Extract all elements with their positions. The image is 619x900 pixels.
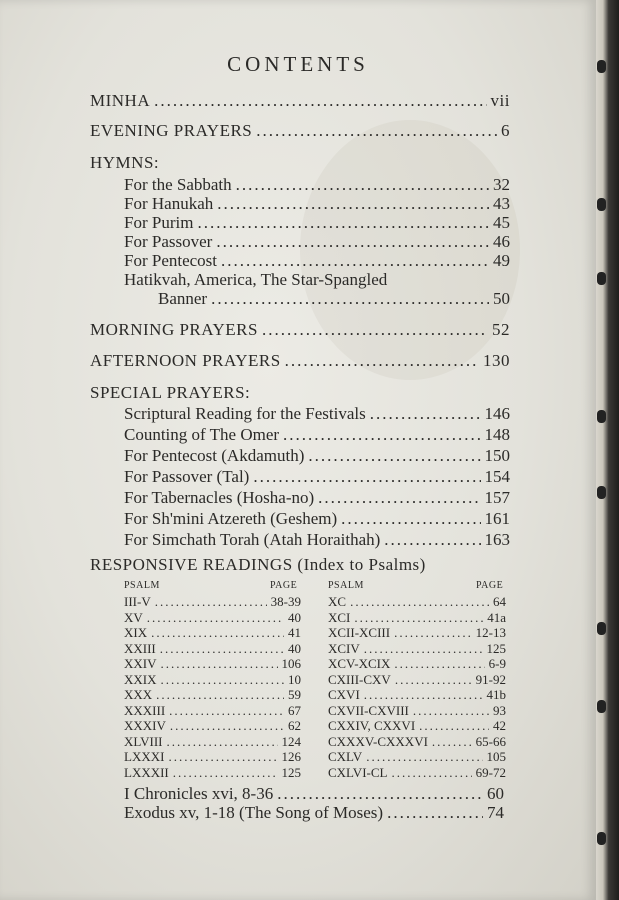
- right-column-psalm-header: PSALM: [328, 580, 364, 591]
- binding-stitch: [597, 410, 606, 423]
- psalm-row: [124, 749, 301, 765]
- psalm-row: [328, 625, 506, 641]
- psalm-page: 125: [486, 640, 506, 656]
- psalm-number: CXVII-CXVIII: [328, 702, 409, 718]
- psalm-page: 69-72: [475, 764, 506, 780]
- hymn-entry: For Passover ..... 46: [124, 232, 510, 252]
- psalm-page: 40: [288, 640, 301, 656]
- binding-stitch: [597, 486, 606, 499]
- hymn-entry: For Purim ..... 45: [124, 213, 510, 233]
- special-entry: For Passover (Tal) ..... 154: [124, 467, 510, 487]
- psalm-number: LXXXI: [124, 749, 165, 764]
- psalm-number: XXXIII: [124, 702, 166, 718]
- psalm-row: [328, 703, 506, 719]
- psalm-row: [328, 749, 506, 765]
- psalm-row: [328, 718, 506, 734]
- psalm-row: [124, 718, 301, 734]
- psalm-page: 106: [281, 656, 301, 671]
- toc-entry: MINHA ..... vii: [90, 91, 510, 111]
- psalm-row: [124, 594, 301, 610]
- psalm-page: 62: [288, 718, 301, 733]
- psalm-page: 41: [288, 625, 301, 640]
- psalm-row: [124, 703, 301, 719]
- psalm-page: 41b: [486, 687, 506, 702]
- right-column-page-header: PAGE: [476, 580, 504, 591]
- special-entry: For Pentecost (Akdamuth) ..... 150: [124, 446, 510, 466]
- psalm-page: 126: [281, 749, 301, 764]
- hymns-heading: HYMNS:: [90, 153, 160, 172]
- psalm-page: 42: [493, 718, 506, 733]
- psalm-page: 38-39: [270, 594, 301, 609]
- psalm-page: 93: [493, 702, 506, 718]
- psalm-row: [124, 672, 301, 688]
- psalm-number: XXIII: [124, 640, 156, 656]
- left-column-psalm-header: PSALM: [124, 580, 160, 591]
- special-entry: For Simchath Torah (Atah Horaithah) ..... 163: [124, 530, 510, 550]
- psalm-row: [328, 641, 506, 657]
- closing-entry: I Chronicles xvi, 8-36 ..... 60: [124, 784, 504, 804]
- psalm-page: 6-9: [488, 656, 506, 671]
- psalm-number: XXX: [124, 687, 153, 702]
- hymn-entry: For Pentecost ..... 49: [124, 251, 510, 271]
- psalm-row: [124, 765, 301, 781]
- psalm-page: 91-92: [475, 671, 506, 687]
- psalm-page: 105: [486, 749, 506, 764]
- special-entry: For Tabernacles (Hosha-no) ..... 157: [124, 488, 510, 508]
- psalm-row: [328, 734, 506, 750]
- psalm-page: 10: [288, 671, 301, 687]
- binding-stitch: [597, 700, 606, 713]
- binding-stitch: [597, 272, 606, 285]
- psalm-number: XXIV: [124, 656, 157, 671]
- psalm-row: [328, 594, 506, 610]
- hymn-entry: For the Sabbath ..... 32: [124, 175, 510, 195]
- toc-entry: MORNING PRAYERS ..... 52: [90, 320, 510, 340]
- psalm-page: 40: [288, 609, 301, 625]
- psalm-number: XC: [328, 594, 347, 609]
- psalm-row: [328, 672, 506, 688]
- psalm-page: 67: [288, 702, 301, 718]
- psalm-number: XIX: [124, 625, 148, 640]
- hymn-entry-line: Hatikvah, America, The Star-Spangled: [124, 270, 388, 289]
- psalm-row: [124, 610, 301, 626]
- closing-entry: Exodus xv, 1-18 (The Song of Moses) ..... 74: [124, 803, 504, 823]
- psalm-number: XCV-XCIX: [328, 656, 391, 671]
- psalm-number: XCI: [328, 609, 351, 625]
- psalm-row: [328, 610, 506, 626]
- psalm-number: CXXXV-CXXXVI: [328, 733, 428, 749]
- psalm-number: CXLVI-CL: [328, 764, 388, 780]
- binding-stitch: [597, 60, 606, 73]
- left-column-page-header: PAGE: [270, 580, 298, 591]
- psalm-number: XCII-XCIII: [328, 625, 391, 640]
- responsive-heading: RESPONSIVE READINGS (Index to Psalms): [90, 555, 426, 574]
- psalm-number: III-V: [124, 594, 151, 609]
- psalm-page: 41a: [487, 609, 506, 625]
- psalm-page: 124: [281, 733, 301, 749]
- psalm-row: [328, 765, 506, 781]
- psalm-row: [124, 687, 301, 703]
- binding-stitch: [597, 198, 606, 211]
- psalm-page: 64: [493, 594, 506, 609]
- toc-entry: AFTERNOON PRAYERS ..... 130: [90, 351, 510, 371]
- psalm-row: [124, 656, 301, 672]
- hymn-entry: For Hanukah ..... 43: [124, 194, 510, 214]
- psalm-number: LXXXII: [124, 764, 169, 780]
- psalm-number: CXLV: [328, 749, 363, 764]
- psalm-page: 65-66: [475, 733, 506, 749]
- psalm-number: XV: [124, 609, 143, 625]
- psalm-row: [124, 734, 301, 750]
- psalm-number: XLVIII: [124, 733, 163, 749]
- binding-stitch: [597, 832, 606, 845]
- binding-stitch: [597, 622, 606, 635]
- psalm-row: [328, 656, 506, 672]
- psalm-number: CXVI: [328, 687, 360, 702]
- special-entry: Counting of The Omer ..... 148: [124, 425, 510, 445]
- special-heading: SPECIAL PRAYERS:: [90, 383, 251, 402]
- psalm-number: CXIII-CXV: [328, 671, 391, 687]
- special-entry: Scriptural Reading for the Festivals ..... 146: [124, 404, 510, 424]
- psalm-page: 59: [288, 687, 301, 702]
- hymn-entry: Banner ..... 50: [158, 289, 510, 309]
- psalm-number: XXIX: [124, 671, 157, 687]
- psalm-number: CXXIV, CXXVI: [328, 718, 416, 733]
- special-entry: For Sh'mini Atzereth (Geshem) ..... 161: [124, 509, 510, 529]
- book-spine: [596, 0, 619, 900]
- psalm-page: 125: [281, 764, 301, 780]
- psalm-row: [124, 625, 301, 641]
- page-title: CONTENTS: [227, 52, 369, 76]
- psalm-page: 12-13: [475, 625, 506, 640]
- psalm-row: [124, 641, 301, 657]
- toc-entry: EVENING PRAYERS ..... 6: [90, 121, 510, 141]
- psalm-number: XCIV: [328, 640, 360, 656]
- psalm-number: XXXIV: [124, 718, 166, 733]
- psalm-row: [328, 687, 506, 703]
